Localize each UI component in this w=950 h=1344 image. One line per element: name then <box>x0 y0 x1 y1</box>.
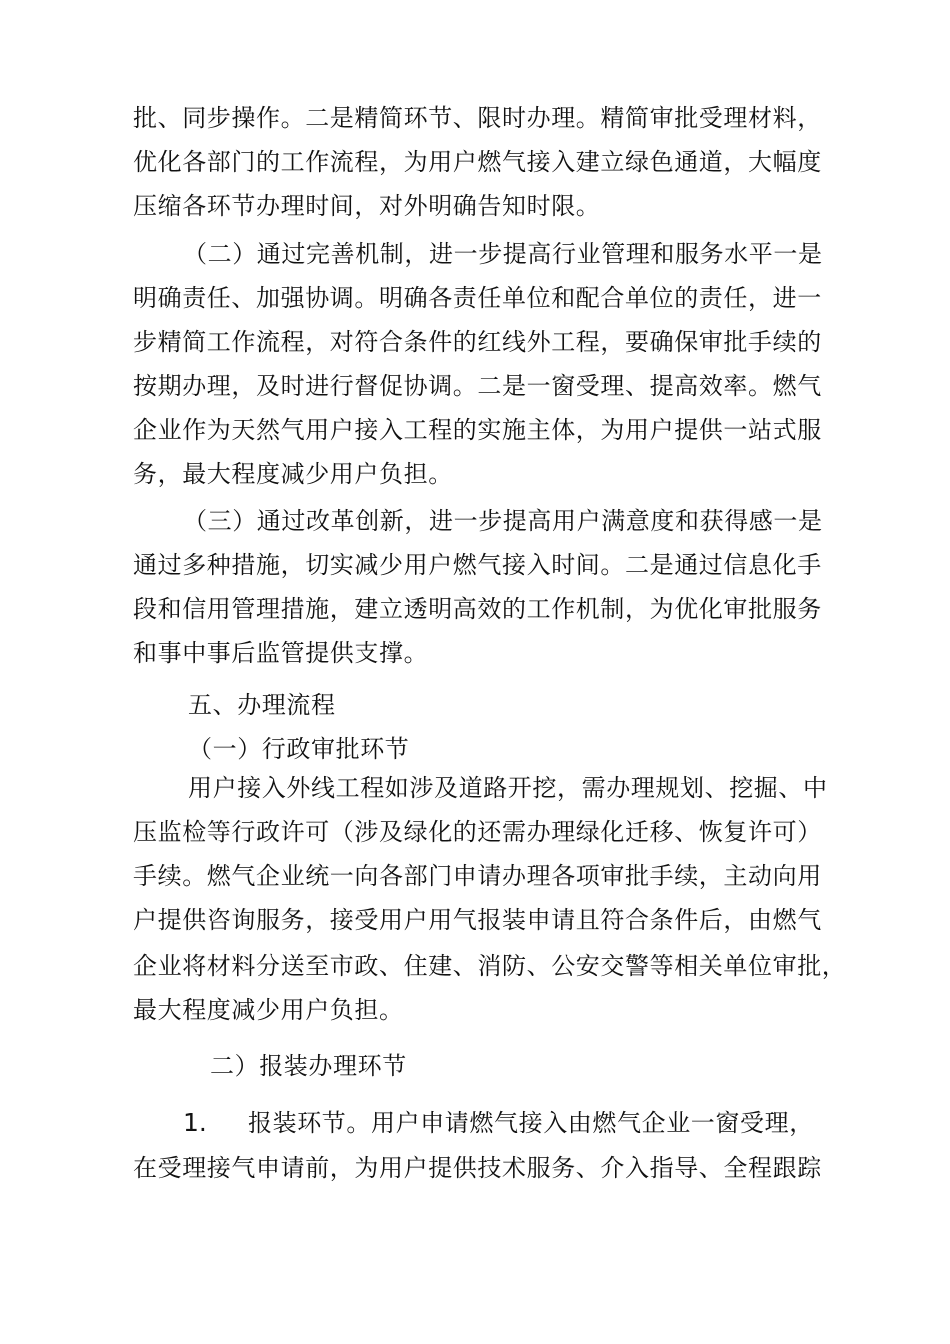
paragraph-line: 压监检等行政许可（涉及绿化的还需办理绿化迁移、恢复许可） <box>133 818 822 846</box>
chapter-heading: 五、办理流程 <box>188 691 336 719</box>
paragraph-line: 和事中事后监管提供支撑。 <box>133 639 429 667</box>
paragraph-line: 用户接入外线工程如涉及道路开挖，需办理规划、挖掘、中 <box>188 774 828 802</box>
subsection-heading: 二）报装办理环节 <box>210 1052 407 1080</box>
paragraph-line: 最大程度减少用户负担。 <box>133 996 404 1024</box>
list-number: 1. <box>183 1108 207 1137</box>
paragraph-line: 户提供咨询服务，接受用户用气报装申请且符合条件后，由燃气 <box>133 906 822 934</box>
paragraph-line: 企业将材料分送至市政、住建、消防、公安交警等相关单位审批， <box>133 952 847 980</box>
section-heading-line: （二）通过完善机制，进一步提高行业管理和服务水平一是 <box>183 240 823 268</box>
paragraph-line: 明确责任、加强协调。明确各责任单位和配合单位的责任，进一 <box>133 284 822 312</box>
paragraph-line: 批、同步操作。二是精简环节、限时办理。精简审批受理材料， <box>133 104 822 132</box>
paragraph-line: 在受理接气申请前，为用户提供技术服务、介入指导、全程跟踪 <box>133 1154 822 1182</box>
list-item-text: 报装环节。用户申请燃气接入由燃气企业一窗受理， <box>248 1109 814 1137</box>
paragraph-line: 段和信用管理措施，建立透明高效的工作机制，为优化审批服务 <box>133 595 822 623</box>
section-heading-line: （三）通过改革创新，进一步提高用户满意度和获得感一是 <box>183 507 823 535</box>
paragraph-line: 通过多种措施，切实减少用户燃气接入时间。二是通过信息化手 <box>133 551 822 579</box>
paragraph-line: 步精简工作流程，对符合条件的红线外工程，要确保审批手续的 <box>133 328 822 356</box>
paragraph-line: 按期办理，及时进行督促协调。二是一窗受理、提高效率。燃气 <box>133 372 822 400</box>
paragraph-line: 压缩各环节办理时间，对外明确告知时限。 <box>133 192 601 220</box>
paragraph-line: 优化各部门的工作流程，为用户燃气接入建立绿色通道，大幅度 <box>133 148 822 176</box>
subsection-heading: （一）行政审批环节 <box>188 735 410 763</box>
paragraph-line: 手续。燃气企业统一向各部门申请办理各项审批手续，主动向用 <box>133 862 822 890</box>
paragraph-line: 务，最大程度减少用户负担。 <box>133 460 453 488</box>
paragraph-line: 企业作为天然气用户接入工程的实施主体，为用户提供一站式服 <box>133 416 822 444</box>
